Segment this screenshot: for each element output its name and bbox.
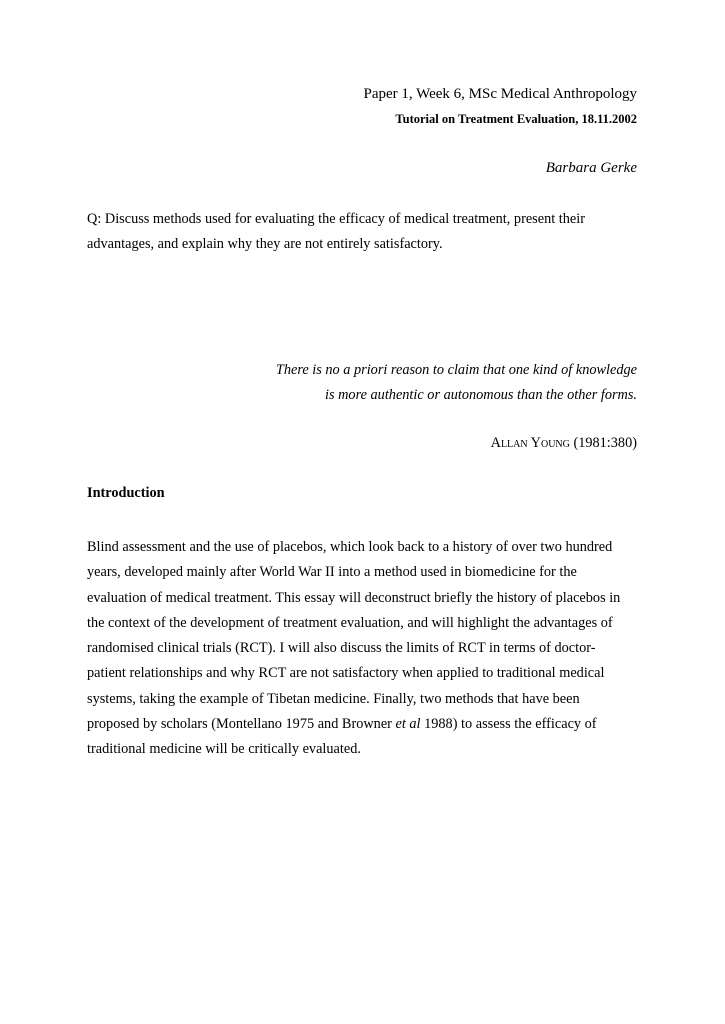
section-heading-introduction: Introduction [87, 485, 165, 501]
course-line: Paper 1, Week 6, MSc Medical Anthropology [363, 86, 637, 102]
introduction-paragraph [87, 535, 639, 763]
line-text-after: 1988) to assess the efficacy of [420, 716, 597, 733]
line-text-before: proposed by scholars (Montellano 1975 and Browner [87, 716, 396, 733]
epigraph-citation: (1981:380) [573, 435, 637, 451]
paragraph-line [87, 712, 639, 737]
paragraph-line: patient relationships and why RCT are not satisfactory when applied to traditional medical [87, 665, 605, 682]
author-name: Barbara Gerke [545, 160, 637, 176]
paragraph-line: randomised clinical trials (RCT). I will also discuss the limits of RCT in terms of doctor- [87, 640, 596, 657]
tutorial-line: Tutorial on Treatment Evaluation, 18.11.2002 [395, 112, 637, 126]
paragraph-line: traditional medicine will be critically evaluated. [87, 741, 361, 758]
epigraph-quote [276, 358, 637, 408]
epigraph-author: Allan Young [490, 435, 570, 451]
epigraph-line-2: is more authentic or autonomous than the other forms. [324, 387, 637, 403]
et-al-italic: et al [395, 716, 421, 733]
epigraph-line-1: There is no a priori reason to claim that one kind of knowledge [275, 362, 637, 378]
paragraph-line: years, developed mainly after World War II into a method used in biomedicine for the [87, 564, 577, 581]
paragraph-line: systems, taking the example of Tibetan medicine. Finally, two methods that have been [87, 690, 580, 707]
essay-question: Q: Discuss methods used for evaluating the efficacy of medical treatment, present their advantages, and explain why they are not entirely satisfactory. [87, 211, 585, 253]
paragraph-line: the context of the development of treatment evaluation, and will highlight the advantages of [87, 614, 613, 631]
epigraph-attribution [491, 435, 637, 452]
paragraph-line: Blind assessment and the use of placebos, which look back to a history of over two hundred [87, 539, 613, 555]
paragraph-line: evaluation of medical treatment. This essay will deconstruct briefly the history of placebos in [87, 589, 621, 606]
